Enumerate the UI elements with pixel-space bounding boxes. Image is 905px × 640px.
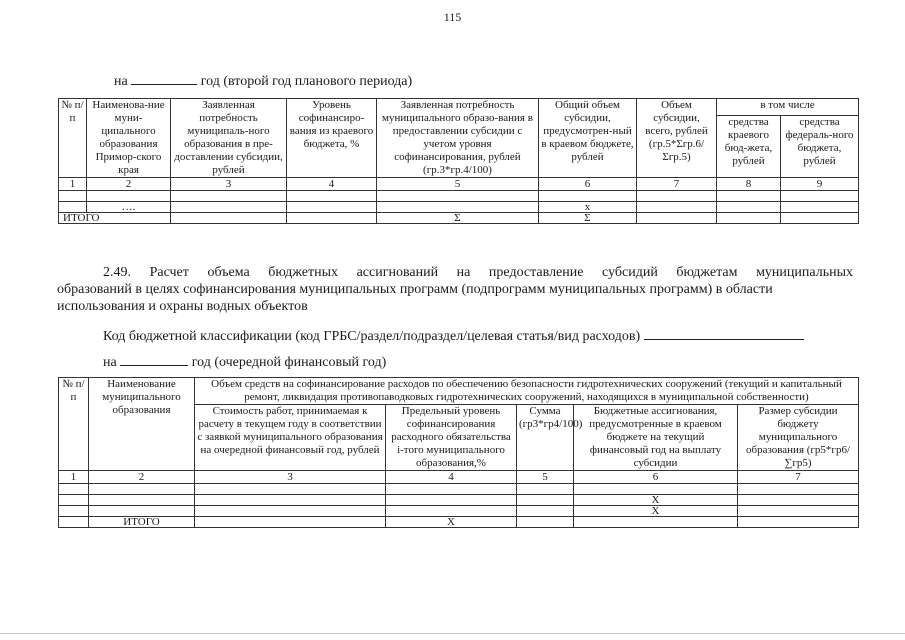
table-cell — [539, 191, 637, 202]
budget-code-blank — [644, 327, 804, 340]
table2-num-cell: 7 — [738, 471, 859, 484]
table1-num-cell: 5 — [377, 178, 539, 191]
table2-num-cell: 2 — [89, 471, 195, 484]
table-cell — [637, 202, 717, 213]
table-cell — [738, 484, 859, 495]
table-row — [59, 191, 859, 202]
table-cell — [377, 202, 539, 213]
table1-header-row — [59, 99, 859, 116]
table-cell — [377, 191, 539, 202]
table-cell — [59, 517, 89, 528]
table1-num-cell: 4 — [287, 178, 377, 191]
table-cell — [171, 191, 287, 202]
table-cell — [195, 484, 386, 495]
table-cell — [287, 202, 377, 213]
budget-code-line — [103, 327, 804, 345]
table-cell — [717, 191, 781, 202]
table1-number-row — [59, 178, 859, 191]
section1-year-line — [114, 72, 412, 90]
table1-num-cell: 3 — [171, 178, 287, 191]
section1-year-blank — [131, 72, 197, 85]
table-cell — [637, 191, 717, 202]
table2-num-cell: 6 — [574, 471, 738, 484]
section1-year-suffix: год (второй год планового периода) — [200, 74, 413, 89]
table-cell — [637, 213, 717, 224]
table-cell — [517, 517, 574, 528]
table-cell — [171, 202, 287, 213]
table2-header-municipality: Наименование муниципального образования — [89, 378, 195, 471]
table1-header-subsidy-amount: Объем субсидии, всего, рублей (гр.5*Σгр.6/Σгр.5) — [637, 99, 717, 178]
table-row — [59, 202, 859, 213]
page-number: 115 — [443, 10, 462, 24]
table2-subheader-work-cost: Стоимость работ, принимаемая к расчету в текущем году в соответствии с заявкой муниципального образования на очередной финансовый год, рублей — [195, 405, 386, 471]
table2-header-row — [59, 378, 859, 405]
table1-total-col5: Σ — [377, 213, 539, 224]
table-cell — [287, 191, 377, 202]
table-cell — [738, 517, 859, 528]
table2-subheader-budget-allocations: Бюджетные ассигнования, предусмотренные в краевом бюджете на текущий финансовый год на выплату субсидии — [574, 405, 738, 471]
table-cell — [781, 191, 859, 202]
table-cell — [89, 495, 195, 506]
table1-header-including: в том числе — [717, 99, 859, 116]
table2-header-num: № п/п — [59, 378, 89, 471]
table-cell — [59, 506, 89, 517]
table2-number-row — [59, 471, 859, 484]
table-cell — [386, 506, 517, 517]
table-cell — [195, 506, 386, 517]
table-cell: x — [539, 202, 637, 213]
paragraph-line-3: использования и охраны водных объектов — [57, 299, 308, 314]
table1-num-cell: 7 — [637, 178, 717, 191]
table-cell — [89, 506, 195, 517]
table1-header-claimed-need: Заявленная потребность муниципаль-ного образования в пре-доставлении субсидии, рублей — [171, 99, 287, 178]
table-cell — [517, 484, 574, 495]
table-cell — [59, 202, 87, 213]
table-row — [59, 506, 859, 517]
table-cell — [738, 495, 859, 506]
table1-header-num: № п/п — [59, 99, 87, 178]
paragraph-line-1: 2.49. Расчет объема бюджетных ассигнований на предоставление субсидий бюджетам муниципальных — [103, 265, 853, 280]
table-cell — [195, 517, 386, 528]
table1-num-cell: 6 — [539, 178, 637, 191]
table2-total-row — [59, 517, 859, 528]
table-cell — [287, 213, 377, 224]
table-cell — [195, 495, 386, 506]
table-cell — [171, 213, 287, 224]
subsidy-table-2 — [58, 377, 859, 528]
table-row — [59, 484, 859, 495]
table-row — [59, 495, 859, 506]
table1-header-need-with-level: Заявленная потребность муниципального образо-вания в предоставлении субсидии с учетом уровня софинансирования, рублей (гр.3*гр.4/100) — [377, 99, 539, 178]
table1-total-label: ИТОГО — [59, 213, 171, 224]
table-cell — [59, 191, 87, 202]
table2-subheader-sum: Сумма (гр3*гр4/100) — [517, 405, 574, 471]
paragraph-line-2: образований в целях софинансирования муниципальных программ (подпрограмм муниципальных программ) в области — [57, 282, 773, 297]
table1-subheader-regional: средства краевого бюд-жета, рублей — [717, 115, 781, 178]
table-cell — [574, 484, 738, 495]
table-cell — [59, 495, 89, 506]
table-cell: …. — [87, 202, 171, 213]
table-cell — [59, 484, 89, 495]
table-cell — [517, 495, 574, 506]
section-2-49-paragraph — [57, 264, 853, 315]
table2-total-col4: X — [386, 517, 517, 528]
table1-total-col6: Σ — [539, 213, 637, 224]
table1-header-cofinancing-level: Уровень софинансиро-вания из краевого бюджета, % — [287, 99, 377, 178]
table2-subheader-subsidy-size: Размер субсидии бюджету муниципального образования (гр5*гр6/∑гр5) — [738, 405, 859, 471]
table-cell — [386, 484, 517, 495]
table1-header-total-subsidy: Общий объем субсидии, предусмотрен-ный в краевом бюджете, рублей — [539, 99, 637, 178]
table2-num-cell: 4 — [386, 471, 517, 484]
table2-subheader-max-level: Предельный уровень софинансирования расходного обязательства i-того муниципального образования,% — [386, 405, 517, 471]
table2-num-cell: 1 — [59, 471, 89, 484]
table-cell: X — [574, 506, 738, 517]
table2-num-cell: 5 — [517, 471, 574, 484]
table-cell — [87, 191, 171, 202]
subsidy-table-1 — [58, 98, 859, 224]
table-cell — [717, 202, 781, 213]
table1-header-municipality: Наименова-ние муни-ципального образования Примор-ского края — [87, 99, 171, 178]
table-cell — [717, 213, 781, 224]
table-cell — [517, 506, 574, 517]
table-cell — [781, 202, 859, 213]
section2-year-suffix: год (очередной финансовый год) — [191, 355, 387, 370]
table1-num-cell: 1 — [59, 178, 87, 191]
budget-code-label: Код бюджетной классификации (код ГРБС/раздел/подраздел/целевая статья/вид расходов) — [103, 329, 641, 344]
table1-total-row — [59, 213, 859, 224]
table-cell — [781, 213, 859, 224]
table-cell — [89, 484, 195, 495]
table2-num-cell: 3 — [195, 471, 386, 484]
table-cell — [574, 517, 738, 528]
table1-num-cell: 9 — [781, 178, 859, 191]
section2-year-blank — [120, 353, 188, 366]
table-cell — [386, 495, 517, 506]
section1-year-prefix: на — [114, 74, 128, 89]
table-cell — [738, 506, 859, 517]
table2-header-cofinancing-volume: Объем средств на софинансирование расходов по обеспечению безопасности гидротехнических сооружений (текущий и капитальный ремонт, ликвидация противопаводковых гидротехнических сооружений, находящихся в муниципальной собственности) — [195, 378, 859, 405]
section2-year-line — [103, 353, 386, 371]
page-bottom-divider — [0, 633, 905, 634]
table1-num-cell: 2 — [87, 178, 171, 191]
table1-subheader-federal: средства федераль-ного бюджета, рублей — [781, 115, 859, 178]
section2-year-prefix: на — [103, 355, 117, 370]
table1-num-cell: 8 — [717, 178, 781, 191]
table-cell: X — [574, 495, 738, 506]
table2-total-label: ИТОГО — [89, 517, 195, 528]
